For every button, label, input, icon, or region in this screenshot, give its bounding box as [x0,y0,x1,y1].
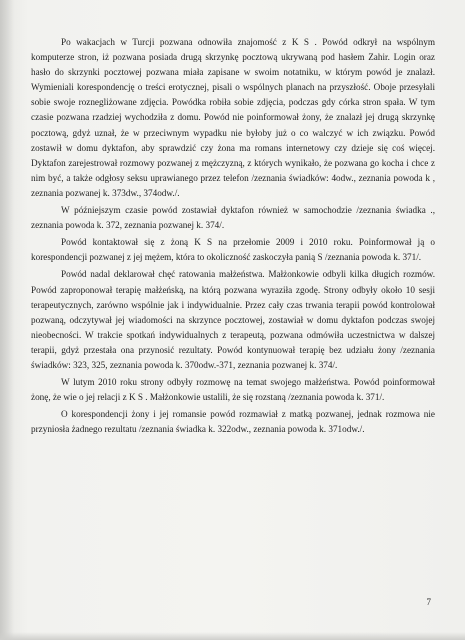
paragraph-2: W późniejszym czasie powód zostawiał dyktafon również w samochodzie /zeznania świadka ., zeznania powoda k. 372, zeznania pozwanej k. 374/. [31,205,435,231]
scan-shadow-left [0,0,14,640]
document-body [31,35,435,439]
paragraph-6: O korespondencji żony i jej romansie powód rozmawiał z matką pozwanej, jednak rozmowa nie przyniosła żadnego rezultatu /zeznania świadka k. 322odw., zeznania powoda k. 371odw./. [31,409,435,435]
paragraph-3: Powód kontaktował się z żoną K S na przełomie 2009 i 2010 roku. Poinformował ją o korespondencji pozwanej z jej mężem, która to okoliczność zaskoczyła panią S /zeznania powoda k. 371/. [31,237,435,263]
paragraph-1: Po wakacjach w Turcji pozwana odnowiła znajomość z K S . Powód odkrył na wspólnym komputerze stron, iż pozwana posiada drugą skrzynkę pocztową ukrywaną pod hasłem Zahir. Login oraz hasło do skrzynki pocztowej pozwana miała zapisane w swoim notatniku, w którym powód je znalazł. Wymieniali korespondencję o treści erotycznej, pisali o wspólnych planach na przyszłość. Oboje przesyłali sobie swoje roznegliżowane zdjęcia. Powódka robiła sobie zdjęcia, podczas gdy córka stron spała. W tym czasie pozwana rzadziej wychodziła z domu. Powód nie poinformował żony, że znalazł jej drugą skrzynkę pocztową, gdyż uznał, że w przeciwnym wypadku nie byłoby już o co walczyć w ich związku. Powód zostawił w domu dyktafon, aby sprawdzić czy żona ma romans internetowy czy dzieje się coś więcej. Dyktafon zarejestrował rozmowy pozwanej z mężczyzną, z których wynikało, że pozwana go kocha i chce z nim być, a także odgłosy seksu uprawianego przez telefon /zeznania świadków: 4odw., zeznania powoda k , zeznania pozwanej k. 373dw., 374odw./. [31,37,435,198]
paragraph-5: W lutym 2010 roku strony odbyły rozmowę na temat swojego małżeństwa. Powód poinformował żonę, że wie o jej relacji z K S . Małżonkowie ustalili, że się rozstaną /zeznania powoda k. 371/. [31,377,435,403]
paragraph-4: Powód nadal deklarował chęć ratowania małżeństwa. Małżonkowie odbyli kilka długich rozmów. Powód zaproponował terapię małżeńską, na którą pozwana wyraziła zgodę. Strony odbyły około 10 sesji terapeutycznych, zarówno wspólnie jak i indywidualnie. Przez cały czas trwania terapii powód kontrolował pozwaną, odczytywał jej wiadomości na skrzynce pocztowej, zostawiał w domu dyktafon podczas swojej nieobecności. W trakcie spotkań indywidualnych z terapeutą, pozwana odmówiła uczestnictwa w dalszej terapii, gdyż przestała ona przynosić rezultaty. Powód kontynuował terapię bez udziału żony /zeznania świadków: 323, 325, zeznania powoda k. 370odw.-371, zeznania pozwanej k. 374/. [31,269,435,370]
page-number: 7 [426,597,431,607]
scan-shadow-bottom [0,632,465,640]
